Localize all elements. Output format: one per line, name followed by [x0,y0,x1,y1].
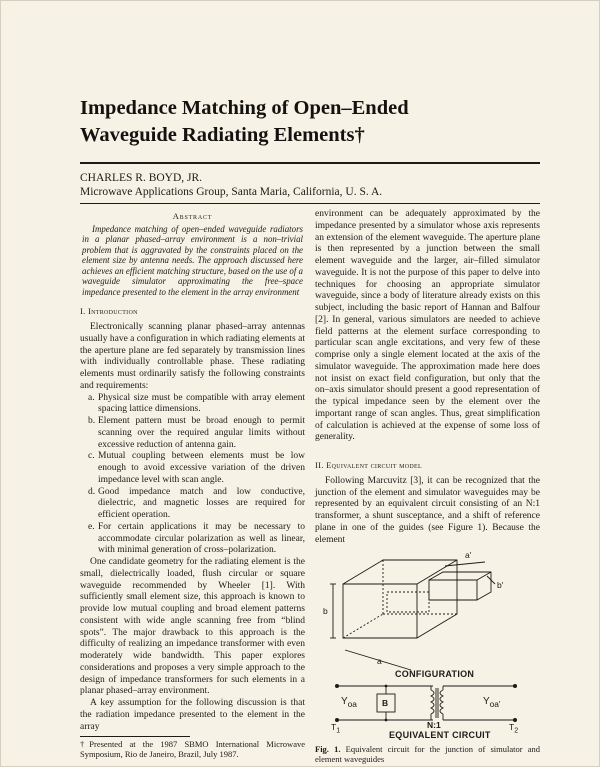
turns-ratio-label: N:1 [427,720,441,731]
dimension-a: a [377,656,382,667]
author-name: CHARLES R. BOYD, JR. [80,172,203,184]
list-item-label: a. [88,392,95,403]
intro-paragraph-2: One candidate geometry for the radiating element is the small, dielectrically loaded, flush circular or square waveguide recommended by Wheeler [1]. With sufficiently small element size, this approach is known to provide low mutual coupling and broad element patterns consistent with wide angle scanning free from “blind spots”. The major drawback to this approach is the difficulty of realizing an impedance transformer with even moderately wide bandwidth. This paper explores considerations and proposes a very simple approach to the design of impedance transformers for such elements in a planar phased–array environment. [80,557,305,697]
title-rule [80,162,540,164]
abstract-text: Impedance matching of open–ended waveguide radiators in a planar phased–array environment is a non–trivial problem that is aggravated by the constraints placed on the element size by antenna needs. The approach discussed here achieves an efficient matching structure, based on the use of a waveguide simulator approximating the free–space impedance presented to the element in the array environment [82,223,303,297]
dimension-a-prime: a' [465,550,472,561]
list-item-label: d. [88,486,96,497]
dimension-b: b [323,606,328,617]
title-line-2: Waveguide Radiating Elements† [80,124,365,146]
y-right-symbol: Y [483,696,490,708]
list-item-label: e. [88,521,95,532]
y-right-label [483,696,501,711]
list-item [88,487,305,522]
equivalent-circuit-label: EQUIVALENT CIRCUIT [389,730,491,741]
figure-1 [315,550,540,741]
susceptance-label: B [382,698,389,709]
list-item-text: Good impedance match and low conductive, dielectric, and magnetic losses are required for efficient operation. [98,486,305,520]
caption-text: Equivalent circuit for the junction of simulator and element waveguides [315,744,540,765]
transformer-secondary [440,690,443,714]
section-2-paragraph-1: Following Marcuvitz [3], it can be recognized that the junction of the element and simulator waveguides may be represented by an equivalent circuit consisting of an N:1 transformer, a shunt susceptance, and a shift of reference plane in one of the guides (see Figure 1). Because the element [315,475,540,545]
figure-1-caption [315,744,540,764]
intro-paragraph-3: A key assumption for the following discussion is that the radiation impedance presented to the element in the array [80,698,305,732]
t1-label [331,722,340,737]
t2-label [509,722,518,737]
section-1-heading: I. Introduction [80,306,138,317]
element-guide-front [429,580,477,600]
abstract-heading: Abstract [172,211,213,221]
t2-symbol: T [509,722,515,733]
intro-paragraph-1: Electronically scanning planar phased–array antennas usually have a configuration in which radiating elements at the aperture plane are fed separately by transmission lines with individually controllable phase. These radiating elements must ordinarily satisfy the following constraints and requirements: [80,322,305,391]
list-item-text: Physical size must be compatible with array element spacing lattice dimensions. [98,392,305,415]
list-item [88,522,305,557]
list-item-text: Element pattern must be broad enough to permit scanning over the required angular limits without excessive reduction of antenna gain. [98,416,305,450]
simulator-guide-front [343,584,417,638]
t2-subscript: 2 [514,726,519,735]
right-column [315,209,540,764]
caption-label: Fig. 1. [315,744,341,755]
list-item-text: Mutual coupling between elements must be low enough to avoid excessive variation of the driven impedance level with scan angle. [98,451,305,485]
dimension-b-prime: b' [497,580,504,591]
list-item-label: b. [88,416,96,426]
transformer-primary [431,690,434,714]
author-affiliation: Microwave Applications Group, Santa Maria, California, U. S. A. [80,186,383,198]
requirements-list [80,393,305,558]
configuration-label: CONFIGURATION [395,669,475,680]
y-left-subscript: oa [347,699,357,710]
header-rule [80,203,540,204]
list-item [88,393,305,417]
simulator-guide-top [343,560,457,638]
list-item [88,416,305,451]
section-2-heading: II. Equivalent circuit model [315,460,422,470]
y-left-symbol: Y [341,696,348,708]
left-column [80,209,305,759]
right-paragraph-1: environment can be adequately approximated by the impedance presented by a simulator whose axis represents an extension of the element waveguide. The aperture plane is then represented by a junction between the small element waveguide and the larger, air–filled simulator waveguide. It is not the purpose of this paper to delve into techniques for choosing an appropriate simulator waveguide, since a body of literature already exists on this subject, including the basic report of Hannan and Balfour [2]. In general, various simulators are needed to achieve field patterns at the element surface corresponding to particular scan angle excitations, and very few of these comprise only a single element located at the axis of the simulator waveguide. The approximation made here does not insist on exact field configuration, but only that the on–axis simulator should present a good representation of the typical impedance seen by the element over the important range of scan angles. Thus, great simplification of calculation is achieved at the expense of some loss of generality. [315,209,540,443]
title-line-1: Impedance Matching of Open–Ended [80,97,409,119]
element-guide-hidden [387,592,429,612]
footnote-rule [80,736,190,737]
paper-title [80,95,550,149]
list-item [88,451,305,486]
t1-symbol: T [331,722,337,733]
list-item-label: c. [88,451,95,462]
list-item-text: For certain applications it may be necessary to accommodate circular polarization as well as linear, with minimal generation of cross–polarization. [98,521,305,556]
y-right-subscript: oa' [489,699,501,710]
footnote: †Presented at the 1987 SBMO International Microwave Symposium, Rio de Janeiro, Brazil, July 1987. [80,739,305,760]
t1-subscript: 1 [336,726,341,735]
y-left-label [341,696,357,711]
